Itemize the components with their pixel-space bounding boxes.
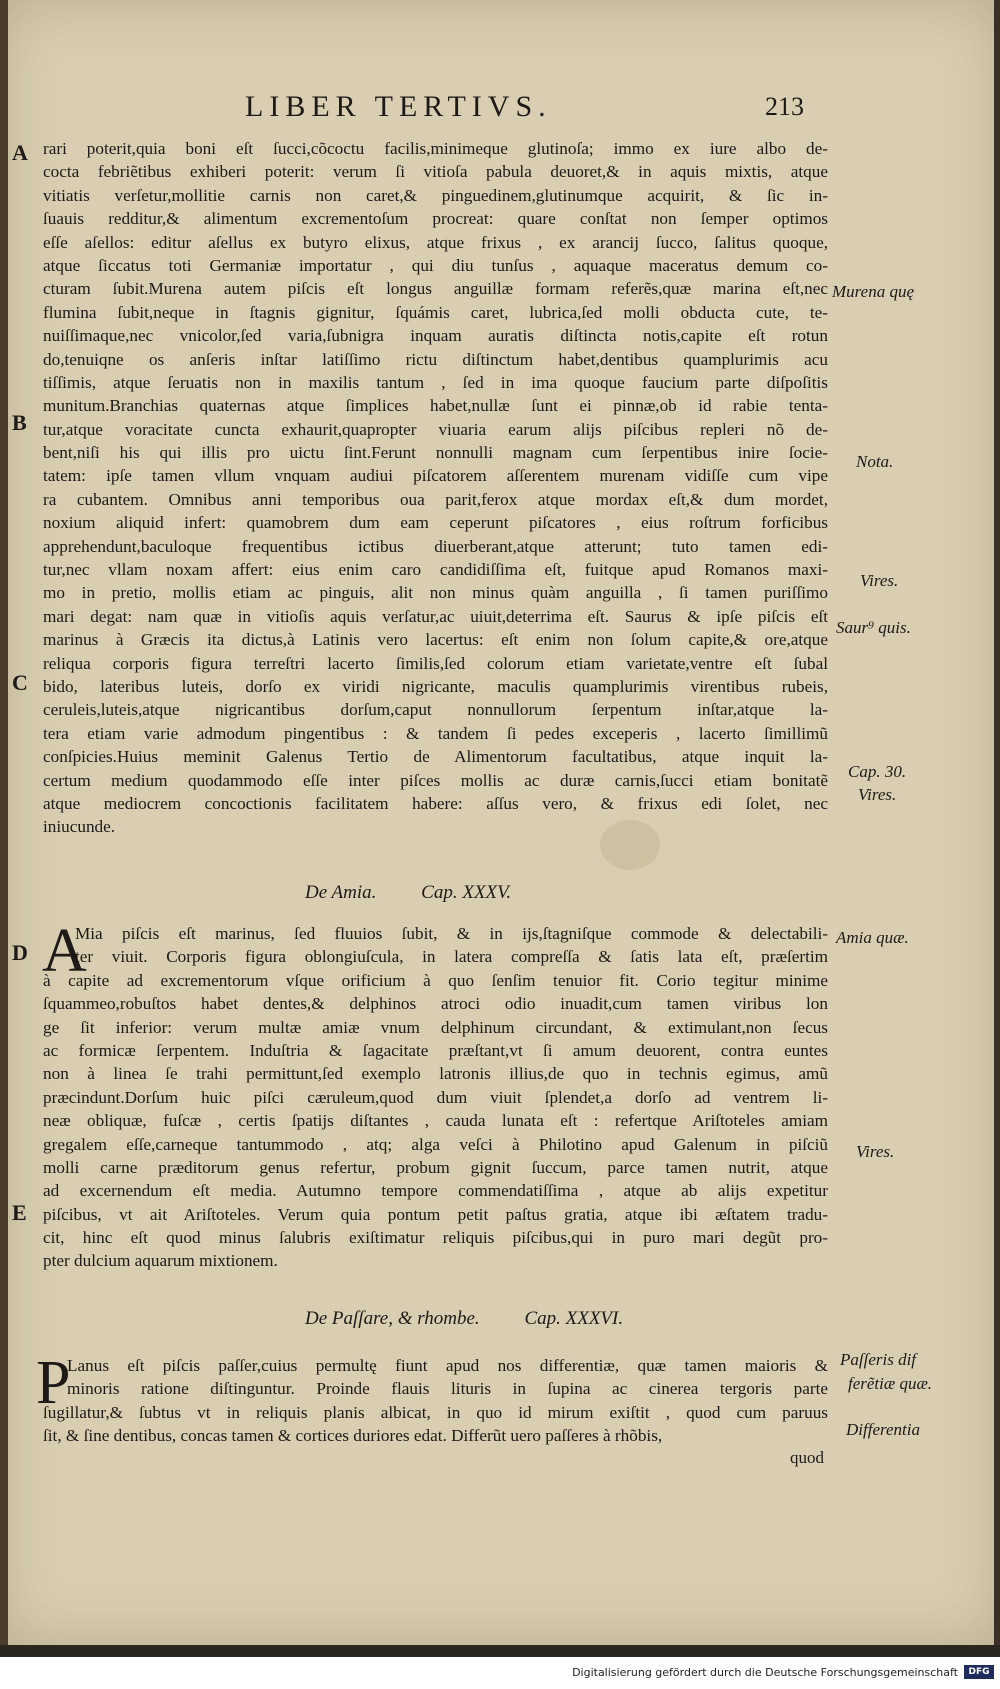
text-line: Mia piſcis eſt marinus, ſed fluuios ſubit, & in ijs,ſtagniſque commode & delectabili- bbox=[75, 924, 828, 943]
chapter-heading-passer bbox=[305, 1308, 623, 1330]
text-line: ſuauis redditur,& alimentum excrementoſum procreat: quare conſtat non ſemper optimos bbox=[43, 209, 828, 229]
text-line: noxium aliquid infert: quamobrem dum eam ceperunt piſcatores , eius roſtrum forficibus bbox=[43, 513, 828, 533]
chapter-title: De Amia. bbox=[305, 882, 377, 903]
text-line: cit, hinc eſt quod minus ſalubris exiſtimatur reliquis piſcibus,qui in puro mari degũt pro- bbox=[43, 1228, 828, 1248]
text-line: bent,niſi his qui illis pro uictu ſint.Ferunt nonnulli magnam cum ſerpentibus inire ſocie- bbox=[43, 443, 828, 463]
text-line: apprehendunt,baculoque frequentibus ictibus diuerberant,atque atterunt; tuto tamen edi- bbox=[43, 536, 828, 556]
text-line: tatem: ipſe tamen vllum vnquam audiui piſcatorem aſſerentem murenam vidiſſe cum vipe bbox=[43, 466, 828, 486]
text-line: neæ obliquæ, fuſcæ , certis ſpatijs diſtantes , cauda lunata eſt : refertque Ariſtoteles amiam bbox=[43, 1111, 828, 1131]
text-line: piſcibus, vt ait Ariſtoteles. Verum quia pontum petit paſtus gratia, atque ibi æſtatem tradu- bbox=[43, 1204, 828, 1224]
text-line: reliqua corporis figura terreſtri lacerto ſimilis,ſed colorum etiam varietate,ventre eſt ſubal bbox=[43, 653, 828, 673]
text-line: conſpicies.Huius meminit Galenus Tertio de Alimentorum facultatibus, atque inquit la- bbox=[43, 747, 828, 767]
text-line: cturam ſubit.Murena autem piſcis eſt longus anguillæ formam referẽs,quæ marina eſt,nec bbox=[43, 279, 828, 299]
text-line: tera etiam varie admodum pingentibus : & tandem ſi pedes exceperis , lacerto ſimillimũ bbox=[43, 723, 828, 743]
text-line: gregalem eſſe,carneque tantummodo , atq; alga veſci à Philotino apud Galenum in piſciũ bbox=[43, 1134, 828, 1154]
text-block-amia bbox=[42, 917, 828, 1273]
text-line: ra cubantem. Omnibus anni temporibus oua parit,ferox atque mordax eſt,& dum mordet, bbox=[43, 489, 828, 509]
text-line: ad excernendum eſt media. Autumno tempore commendatiſſima , atque ab alijs expetitur bbox=[43, 1181, 828, 1201]
margin-note: Vires. bbox=[858, 785, 897, 804]
margin-note: ferẽtiæ quæ. bbox=[848, 1374, 933, 1393]
margin-note: Nota. bbox=[856, 452, 894, 471]
text-line: tiſſimis, atque ſeruatis non in maxilis tantum , ſed in ima quoque faucium parte diſpoſitis bbox=[43, 372, 828, 392]
scan-bottom-band bbox=[0, 1645, 1000, 1657]
text-line: ge ſit inferior: verum multæ amiæ vnum delphinum circundant, & extimulant,non ſecus bbox=[43, 1017, 828, 1037]
margin-note: Saur⁹ quis. bbox=[836, 618, 911, 637]
text-line: cocta febriẽtibus exhiberi poterit: verum ſi vitioſa pabula deuoret,& in aquis mixtis, atque bbox=[43, 162, 828, 182]
text-line: non à linea ſe trahi permittunt,ſed exemplo latronis illius,de quo in technis egimus, amũ bbox=[43, 1064, 828, 1084]
drop-cap: P bbox=[36, 1349, 71, 1417]
text-line: eſſe aſellos: editur aſellus ex butyro elixus, atque frixus , ex arancij ſucco, ſalitus quoque, bbox=[43, 232, 828, 252]
chapter-number: Cap. XXXV. bbox=[421, 882, 512, 903]
text-line: atque mediocrem concoctionis facilitatem habere: aſſus vero, & frixus edi ſolet, nec bbox=[43, 793, 828, 813]
margin-note: Vires. bbox=[856, 1142, 895, 1161]
section-letter: A bbox=[12, 140, 28, 165]
text-line: ter viuit. Corporis figura oblongiuſcula, in latera compreſſa & ſatis lata eſt, præſertim bbox=[75, 947, 828, 967]
text-line: iniucunde. bbox=[43, 817, 116, 837]
text-line: mo in pretio, mollis etiam ac pinguis, alit non minus quàm anguilla , ſi tamen puriſſimo bbox=[43, 583, 828, 603]
text-line: rari poterit,quia boni eſt ſucci,cõcoctu facilis,minimeque glutinoſa; immo ex iure albo de- bbox=[43, 139, 828, 158]
text-line: do,tenuiqne os anſeris inſtar latiſſimo rictu diſtinctum habet,dentibus quamplurimis acu bbox=[43, 349, 828, 369]
text-line: tur,atque voracitate cuncta exhaurit,quapropter viuaria earum alijs piſcibus repleri nõ de- bbox=[43, 419, 828, 439]
right-page-edge bbox=[994, 0, 1000, 1645]
text-line: mari degat: nam quæ in vitioſis aquis verſatur,ac uiuit,deterrima eſt. Saurus & ipſe piſcis eſt bbox=[43, 606, 828, 626]
text-block-murena bbox=[43, 137, 828, 839]
drop-cap: A bbox=[42, 917, 87, 985]
section-letter: E bbox=[12, 1200, 27, 1225]
text-line: bido, lateribus luteis, dorſo ex viridi nigricante, maculis quamplurimis virentibus rubeis, bbox=[43, 676, 828, 696]
chapter-number: Cap. XXXVI. bbox=[524, 1308, 624, 1329]
text-line: minoris ratione diſtinguntur. Proinde flauis lituris in ſupina ac cinerea tergoris parte bbox=[67, 1379, 828, 1399]
text-line: nuiſſimaque,nec vnicolor,ſed varia,ſubnigra inquam auratis diſtincta notis,capite eſt rotun bbox=[43, 326, 828, 346]
text-line: certum medium quodammodo eſſe inter piſces mollis ac duræ carnis,ſucci etiam bonitatẽ bbox=[43, 770, 828, 790]
text-line: vitiatis verſetur,mollitie carnis non caret,& pinguedinem,glutinumque acquirit, & ſic in- bbox=[43, 185, 828, 205]
dfg-logo: DFG bbox=[964, 1665, 994, 1679]
text-block-passer bbox=[43, 1354, 828, 1448]
chapter-title: De Paſſare, & rhombe. bbox=[305, 1308, 480, 1329]
margin-note: Differentia bbox=[846, 1420, 920, 1439]
margin-note: Murena quę bbox=[832, 282, 914, 301]
text-line: pter dulcium aquarum mixtionem. bbox=[43, 1251, 278, 1271]
text-line: Lanus eſt piſcis paſſer,cuius permultę fiunt apud nos differentiæ, quæ tamen maioris & bbox=[67, 1356, 828, 1375]
folio-number: 213 bbox=[765, 92, 804, 121]
margin-note: Paſſeris dif bbox=[840, 1350, 917, 1369]
section-letter: D bbox=[12, 940, 28, 965]
footer-credit: Digitalisierung gefördert durch die Deutsche Forschungsgemeinschaft bbox=[572, 1666, 958, 1679]
margin-note: Vires. bbox=[860, 571, 899, 590]
text-line: molli carne præditorum genus refertur, probum gignit ſuccum, parce tamen nutrit, atque bbox=[43, 1157, 828, 1177]
text-line: munitum.Branchias quaternas atque ſimplices habet,nullæ ſunt ei pinnæ,ob id rabie tenta- bbox=[43, 396, 828, 416]
text-line: atque ſiccatus toti Germaniæ importatur , qui diu tunſus , aquaque maceratus demum co- bbox=[43, 255, 828, 275]
digitization-footer bbox=[0, 1657, 1000, 1689]
section-letter: B bbox=[12, 410, 27, 435]
text-line: tur,nec vllam noxam affert: eius enim caro candidiſſima eſt, fuitque apud Romanos maxi- bbox=[43, 560, 828, 580]
text-line: ſugillatur,& ſubtus vt in reliquis planis albicat, in quo id mirum exiſtit , quod cum paruus bbox=[43, 1402, 828, 1422]
margin-note: Amia quæ. bbox=[836, 928, 909, 947]
catchword: quod bbox=[790, 1448, 824, 1467]
running-head: LIBER TERTIVS. bbox=[245, 90, 552, 123]
text-line: præcindunt.Dorſum huic piſci cæruleum,quod dum viuit ſplendet,a dorſo ad ventrem li- bbox=[43, 1087, 828, 1107]
text-line: marinus à Græcis ita dictus,à Latinis vero lacertus: eſt enim non ſolum capite,& ore,atque bbox=[43, 630, 828, 650]
margin-note: Cap. 30. bbox=[848, 762, 907, 781]
text-line: ceruleis,luteis,atque nigricantibus dorſum,caput nonnullorum ſerpentum inſtar,atque la- bbox=[43, 700, 828, 720]
left-page-edge bbox=[0, 0, 8, 1645]
text-line: à capite ad excrementorum vſque orificium à quo ſenſim tenuior fit. Corio tegitur minime bbox=[43, 970, 828, 990]
chapter-heading-amia bbox=[305, 882, 511, 904]
section-letter: C bbox=[12, 670, 28, 695]
text-line: ſit, & ſine dentibus, concas tamen & cortices duriores edat. Differũt uero paſſeres à rhõbis, bbox=[43, 1426, 663, 1446]
text-line: ſquammeo,robuſtos habet dentes,& delphinos atroci odio inuadit,cum tamen viribus lon bbox=[43, 994, 828, 1014]
text-line: flumina ſubit,neque in ſtagnis gignitur, ſquámis caret, lubrica,ſed molli obducta cute, te- bbox=[43, 302, 828, 322]
text-line: ac formicæ ſerpentem. Induſtria & ſagacitate præſtant,vt ſi amum deuorent, contra euntes bbox=[43, 1040, 828, 1060]
